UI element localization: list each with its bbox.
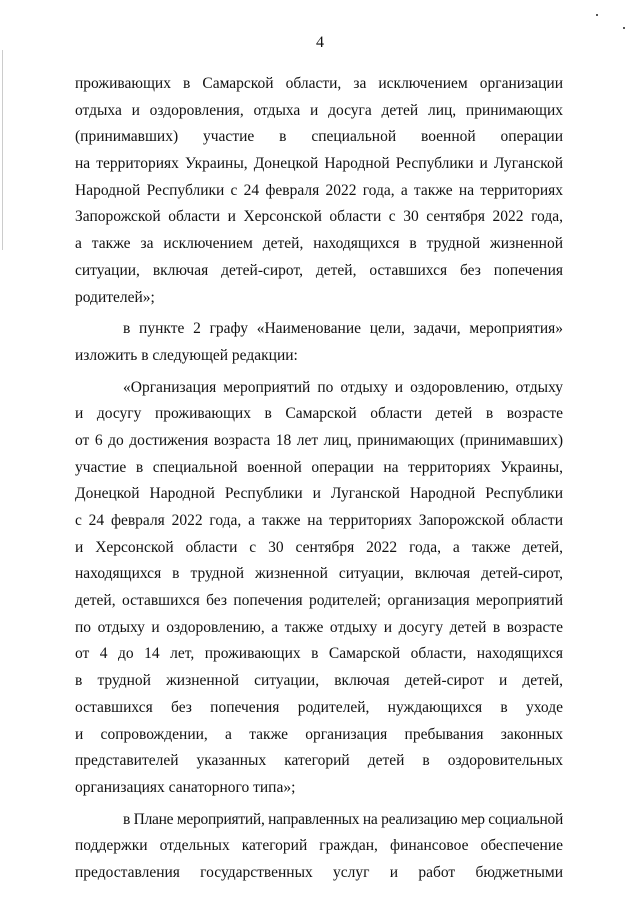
- text-line: а также за исключением детей, находящихся в трудной жизненной: [75, 235, 563, 253]
- scan-speck: [596, 14, 598, 16]
- text-line: в Плане мероприятий, направленных на реализацию мер социальной: [123, 810, 563, 828]
- text-line: от 6 до достижения возраста 18 лет лиц, принимающих (принимавших): [75, 431, 563, 449]
- text-line: проживающих в Самарской области, за исключением организации: [75, 75, 563, 92]
- text-line: представителей указанных категорий детей в оздоровительных: [75, 752, 563, 770]
- text-line: детей, оставшихся без попечения родителей; организация мероприятий: [75, 592, 563, 610]
- text-line: организациях санаторного типа»;: [75, 778, 296, 796]
- text-line: Народной Республики с 24 февраля 2022 года, а также на территориях: [75, 181, 563, 199]
- text-line: «Организация мероприятий по отдыху и оздоровлению, отдыху: [123, 378, 563, 396]
- text-line: находящихся в трудной жизненной ситуации, включая детей-сирот,: [75, 565, 563, 583]
- document-body: [75, 71, 563, 887]
- text-line: по отдыху и оздоровлению, а также отдыху и досугу детей в возрасте: [75, 618, 563, 636]
- text-line: поддержки отдельных категорий граждан, финансовое обеспечение: [75, 837, 563, 855]
- text-line: (принимавших) участие в специальной военной операции: [75, 128, 563, 146]
- text-line: предоставления государственных услуг и работ бюджетными: [75, 863, 563, 881]
- scan-speck: [623, 27, 625, 29]
- text-line: отдыха и оздоровления, отдыха и досуга детей лиц, принимающих: [75, 101, 563, 119]
- paragraph: [75, 807, 563, 887]
- text-line: ситуации, включая детей-сирот, детей, оставшихся без попечения: [75, 261, 563, 279]
- text-line: Запорожской области и Херсонской области с 30 сентября 2022 года,: [75, 208, 563, 226]
- text-line: на территориях Украины, Донецкой Народной Республики и Луганской: [75, 155, 563, 173]
- text-line: родителей»;: [75, 288, 155, 306]
- paragraph: [75, 71, 563, 311]
- text-line: и сопровождении, а также организация пребывания законных: [75, 725, 563, 743]
- text-line: с 24 февраля 2022 года, а также на территориях Запорожской области: [75, 512, 563, 529]
- text-line: оставшихся без попечения родителей, нуждающихся в уходе: [75, 698, 563, 716]
- paragraph: [75, 316, 563, 369]
- text-line: в пункте 2 графу «Наименование цели, задачи, мероприятия»: [123, 320, 563, 338]
- text-line: Донецкой Народной Республики и Луганской Народной Республики: [75, 485, 563, 503]
- page-number: 4: [316, 34, 324, 51]
- scan-edge-shadow: [2, 50, 3, 250]
- text-line: и Херсонской области с 30 сентября 2022 года, а также детей,: [75, 538, 563, 556]
- text-line: от 4 до 14 лет, проживающих в Самарской области, находящихся: [75, 645, 563, 663]
- text-line: и досугу проживающих в Самарской области детей в возрасте: [75, 405, 563, 423]
- text-line: в трудной жизненной ситуации, включая детей-сирот и детей,: [75, 672, 563, 690]
- paragraph: [75, 375, 563, 802]
- text-line: участие в специальной военной операции на территориях Украины,: [75, 458, 563, 476]
- text-line: изложить в следующей редакции:: [75, 346, 298, 364]
